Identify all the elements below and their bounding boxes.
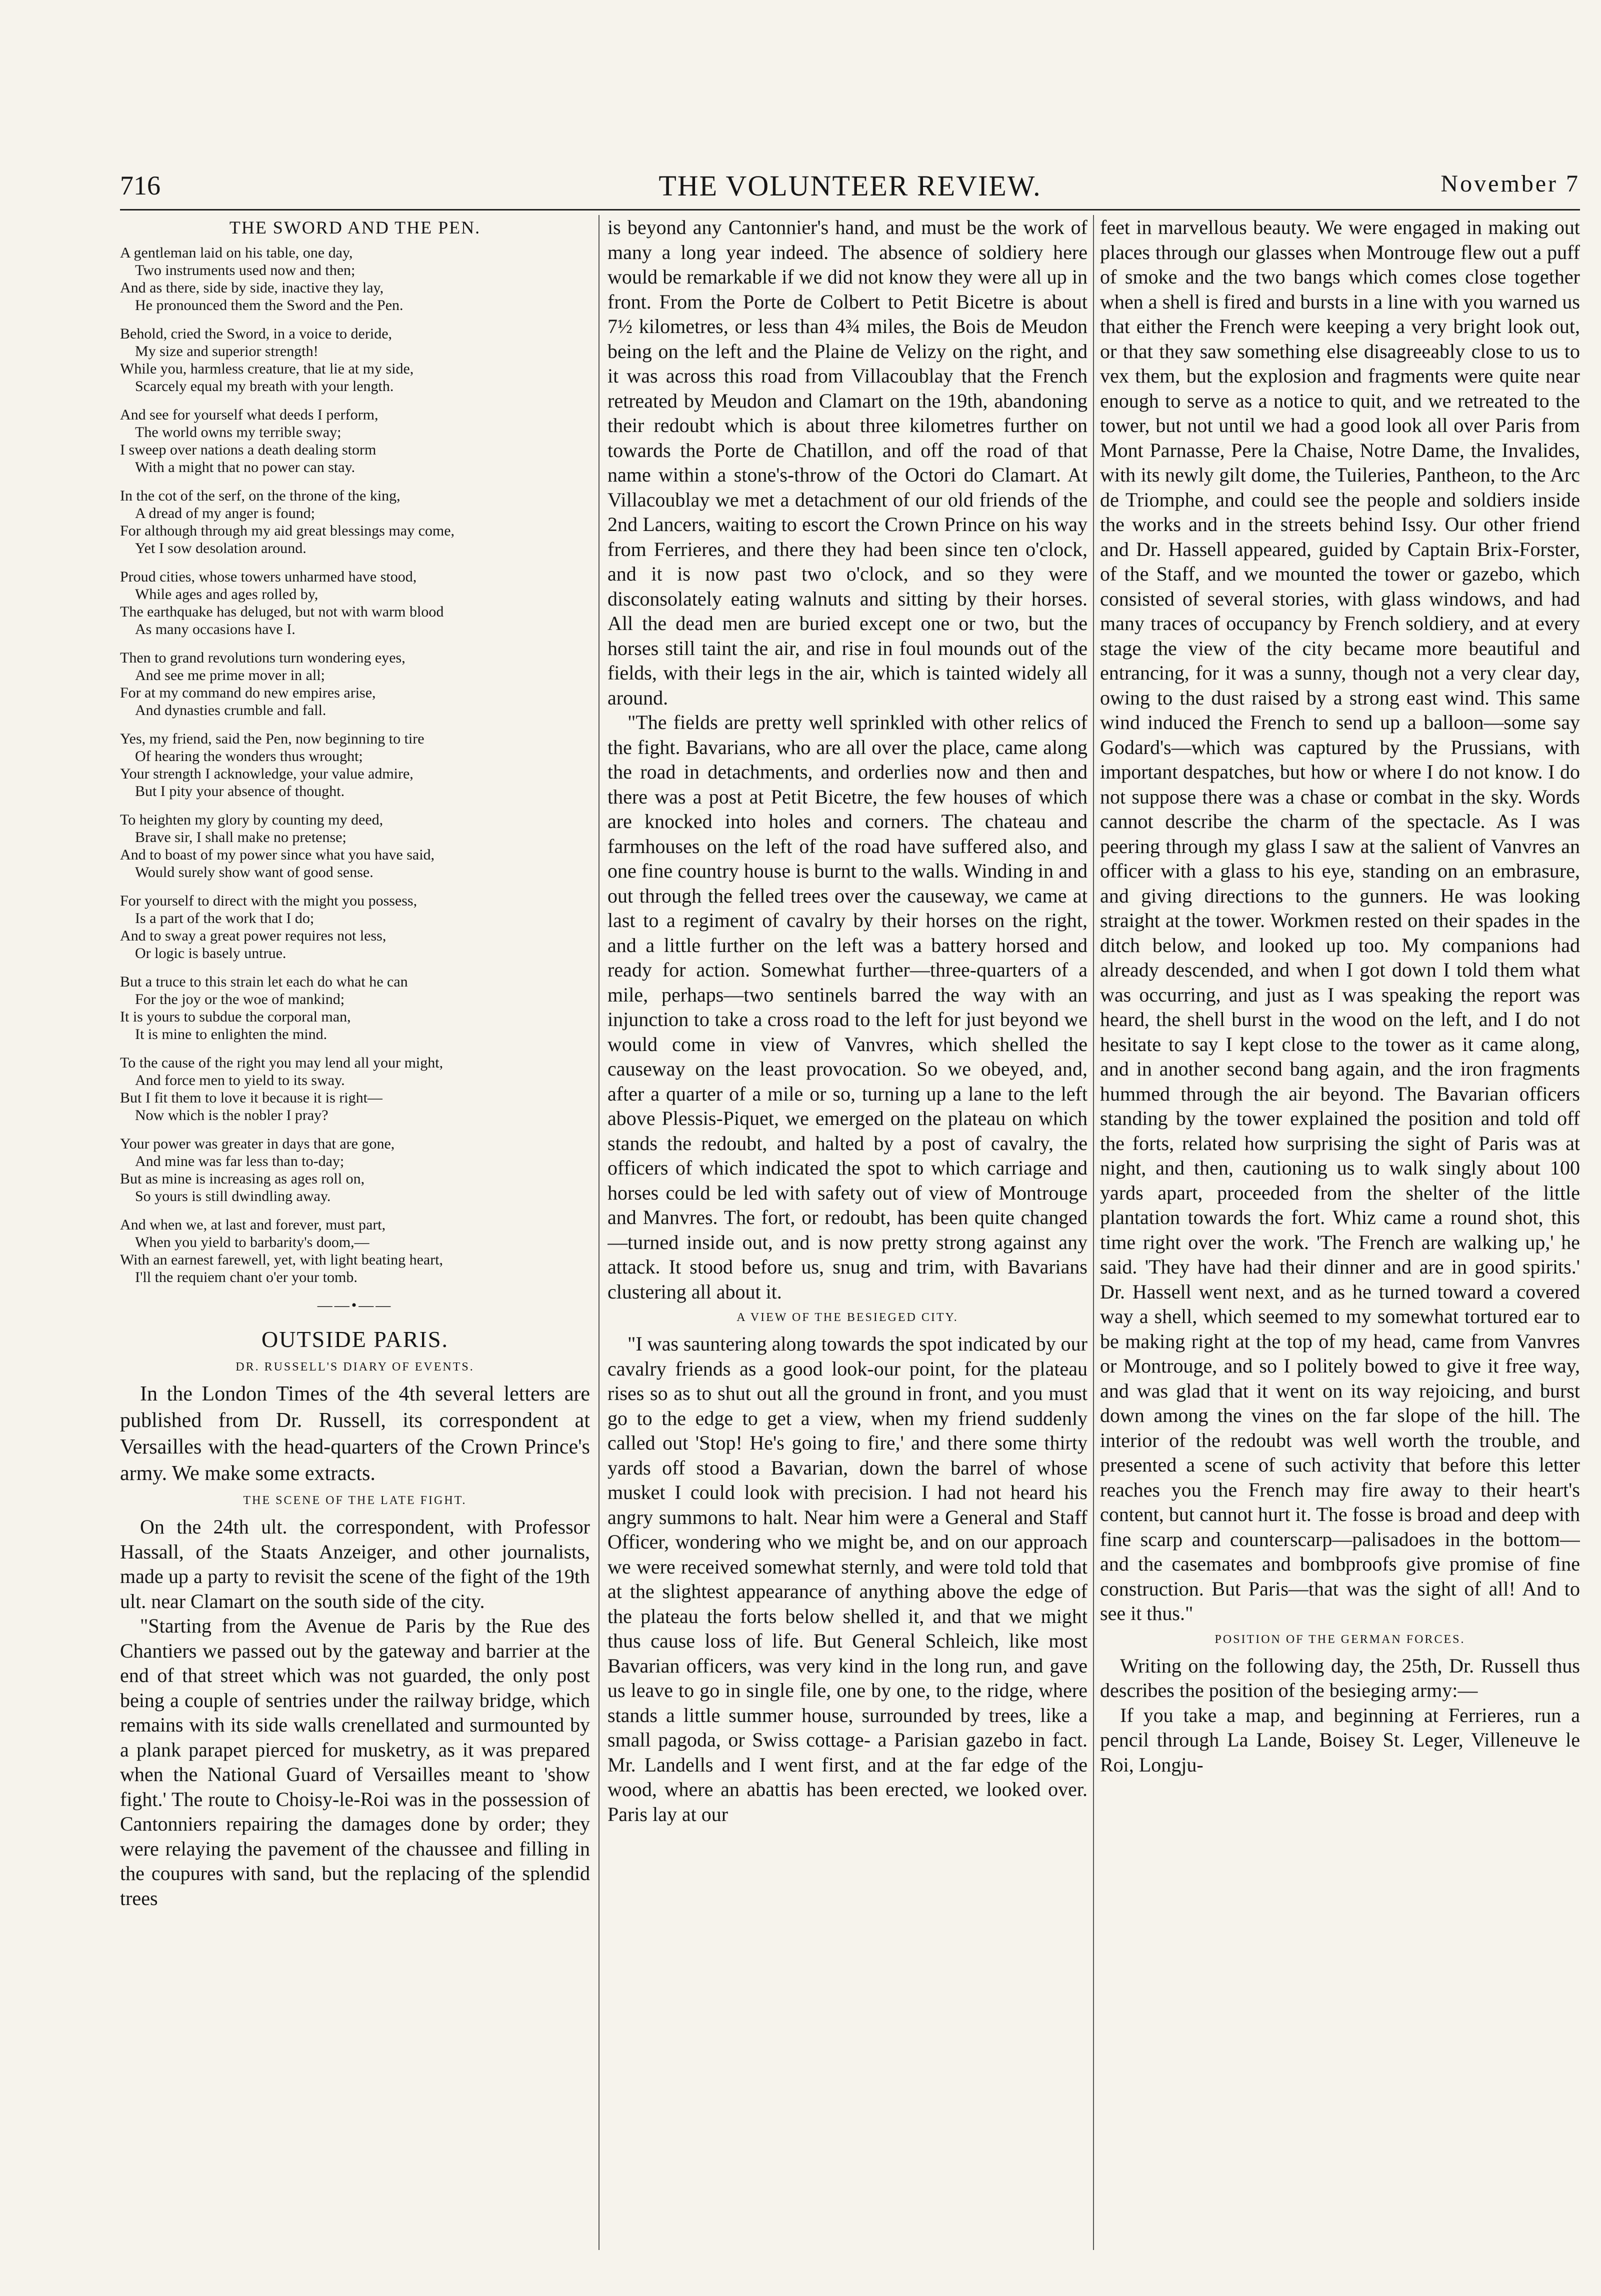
column-3 [1100,215,1580,2255]
poem-line: And dynasties crumble and fall. [135,702,326,718]
poem-line: Two instruments used now and then; [135,262,356,278]
poem-stanza [120,973,590,1043]
article-byline: DR. RUSSELL'S DIARY OF EVENTS. [236,1360,474,1374]
poem-stanza [120,244,590,314]
poem-line: To heighten my glory by counting my deed, [120,812,384,828]
poem-line: Your power was greater in days that are gone, [120,1136,395,1152]
poem-line: I sweep over nations a death dealing storm [120,442,376,458]
poem-line: As many occasions have I. [135,621,296,638]
poem-line: Your strength I acknowledge, your value admire, [120,766,414,782]
poem-stanza [120,811,590,881]
column-divider [1093,215,1094,2250]
poem-line: For although through my aid great blessings may come, [120,522,455,539]
poem-stanza [120,1054,590,1124]
poem-line: The earthquake has deluged, but not with warm blood [120,604,444,620]
header-rule [120,209,1580,210]
article-intro: In the London Times of the 4th several letters are published from Dr. Russell, its correspondent at Versailles with the head-quarters of the Crown Prince's army. We make some extracts. [120,1382,590,1485]
poem-line: While ages and ages rolled by, [135,586,318,602]
paragraph: Writing on the following day, the 25th, Dr. Russell thus describes the position of the besieging army:— [1100,1654,1580,1702]
paragraph: On the 24th ult. the correspondent, with Professor Hassall, of the Staats Anzeiger, and other journalists, made up a party to revisit the scene of the fight of the 19th ult. near Clamart on the south side of the city. [120,1516,590,1612]
poem-line: To the cause of the right you may lend all your might, [120,1054,444,1071]
poem-line: And as there, side by side, inactive they lay, [120,280,384,296]
poem-line: Scarcely equal my breath with your length. [135,378,394,394]
page-number: 716 [120,170,160,200]
poem-line: For yourself to direct with the might you possess, [120,892,418,909]
poem-line: Then to grand revolutions turn wondering eyes, [120,650,406,666]
poem-stanza [120,406,590,476]
poem-line: Yes, my friend, said the Pen, now beginning to tire [120,730,424,747]
column-divider [598,215,600,2250]
paragraph: "Starting from the Avenue de Paris by the Rue des Chantiers we passed out by the gateway and barrier at the end of that street which was not guarded, the only post being a couple of sentries under the railway bridge, which remains with its side walls crenellated and surmounted by a plank parapet pierced for musketry, as it was prepared when the National Guard of Versailles meant to 'show fight.' The route to Choisy-le-Roi was in the possession of Cantonniers repairing the damages done by order; they were relaying the pavement of the chaussee and filling in the coupures with sand, but the replacing of the splendid trees [120,1614,590,1910]
poem-line: And when we, at last and forever, must part, [120,1216,386,1233]
poem-line: With a might that no power can stay. [135,459,356,476]
poem-line: And to sway a great power requires not less, [120,928,386,944]
poem-line: But I fit them to love it because it is right— [120,1090,382,1106]
poem-line: And see me prime mover in all; [135,667,325,684]
poem-line: It is yours to subdue the corporal man, [120,1008,351,1025]
poem-line: With an earnest farewell, yet, with light beating heart, [120,1252,444,1268]
poem-line: A gentleman laid on his table, one day, [120,244,353,261]
poem-line: He pronounced them the Sword and the Pen. [135,297,404,314]
poem-line: And to boast of my power since what you have said, [120,846,435,863]
paragraph: "The fields are pretty well sprinkled with other relics of the fight. Bavarians, who are all over the place, came along the road in detachments, and orderlies now and then and there was a post at Petit Bicetre, the few houses of which are knocked into holes and corners. The chateau and farmhouses on the left of the road have suffered also, and one fine country house is burnt to the walls. Winding in and out through the felled trees over the causeway, we came at last to a regiment of cavalry by their horses on the right, and a little further on the left was a battery horsed and ready for action. Somewhat further—three-quarters of a mile, perhaps—two sentinels barred the way with an injunction to take a cross road to the left for just beyond we would come in view of Vanvres, which shelled the causeway on the least provocation. So we obeyed, and, after a quarter of a mile or so, turning up a lane to the left above Plessis-Piquet, we emerged on the plateau on which stands the redoubt, and halted by a post of cavalry, the officers of which indicated the spot to which carriage and horses could be led with safety out of view of Montrouge and Manvres. The fort, or redoubt, has been quite changed—turned inside out, and is now pretty strong against any attack. It stood before us, snug and trim, with Bavarians clustering all about it. [608,711,1088,1303]
poem-line: For at my command do new empires arise, [120,684,376,701]
poem-stanza [120,325,590,395]
poem-line: Now which is the nobler I pray? [135,1107,328,1124]
poem-line: It is mine to enlighten the mind. [135,1026,328,1042]
poem-stanza [120,568,590,638]
subheading: A VIEW OF THE BESIEGED CITY. [736,1311,958,1324]
article-title: OUTSIDE PARIS. [262,1326,448,1352]
poem-stanza [120,892,590,962]
poem-line: Or logic is basely untrue. [135,945,286,962]
poem-line: Would surely show want of good sense. [135,864,374,880]
poem-line: Proud cities, whose towers unharmed have stood, [120,568,417,585]
poem-line: Of hearing the wonders thus wrought; [135,748,363,764]
poem-line: While you, harmless creature, that lie at my side, [120,360,414,377]
poem-line: And mine was far less than to-day; [135,1153,344,1170]
poem-line: Behold, cried the Sword, in a voice to deride, [120,326,392,342]
ornament-divider: ——•—— [317,1297,393,1314]
poem-line: So yours is still dwindling away. [135,1188,331,1204]
poem-line: In the cot of the serf, on the throne of the king, [120,488,400,504]
column-2 [608,215,1088,2255]
poem-line: For the joy or the woe of mankind; [135,991,345,1008]
poem-line: A dread of my anger is found; [135,505,315,522]
poem-title: THE SWORD AND THE PEN. [229,218,481,238]
running-title: THE VOLUNTEER REVIEW. [658,170,1042,202]
poem-stanza [120,730,590,800]
paragraph-continued: feet in marvellous beauty. We were engaged in making out places through our glasses when Montrouge flew out a puff of smoke and the two bangs which comes close together when a shell is fired and bursts in a line with you warned us that either the French were keeping a very bright look out, or that they saw something else disagreeably close to us to vex them, but the explosion and fragments were quite near enough to serve as a notice to quit, and we retreated to the tower, but not until we had a good look all over Paris from Mont Parnasse, Pere la Chaise, Notre Dame, the Invalides, with its newly gilt dome, the Tuileries, Pantheon, to the Arc de Triomphe, and could see the people and soldiers inside the works and in the streets behind Issy. Our other friend and Dr. Hassell appeared, guided by Captain Brix-Forster, of the Staff, and we mounted the tower or gazebo, which consisted of several stories, with glass windows, and had many traces of occupancy by French soldiery, and at every stage the view of the city became more beautiful and entrancing, for it was a sunny, though not a very clear day, owing to the dust raised by a strong east wind. This same wind induced the French to send up a balloon—some say Godard's—which was captured by the Prussians, with important despatches, but how or where I do not know. I do not suppose there was a chase or combat in the sky. Words cannot describe the charm of the spectacle. As I was peering through my glass I saw at the salient of Vanvres an officer with a glass to his eye, standing on an embrasure, and giving directions to the gunners. He was looking straight at the tower. Workmen rested on their spades in the ditch below, and looked up too. My companions had already descended, and when I got down I told them what was occurring, and just as I was speaking the report was heard, the shell burst in the wood on the left, and I do not hesitate to say I kept close to the tower as it came along, and in another second bang again, and the iron fragments hummed through the air beyond. The Bavarian officers standing by the tower explained the position and told off the forts, related how surprising the sight of Paris was at night, and then, cautioning us to walk singly about 100 yards apart, proceeded from the shelter of the little plantation towards the fort. Whiz came a round shot, this time right over the work. 'The French are walking up,' he said. 'They have had their dinner and are in good spirits.' Dr. Hassell went next, and as he turned toward a covered way a shell, which seemed to my somewhat tortured ear to be making right at the top of my head, came from Vanvres or Montrouge, and so I politely bowed to give it free way, and was glad that it went on its way rejoicing, and burst down among the vines on the far slope of the hill. The interior of the redoubt was well worth the trouble, and presented a scene of such activity that before this letter reaches you the French may fire away to their heart's content, but cannot hurt it. The fosse is broad and deep with fine scarp and counterscarp—palisadoes in the bottom—and the casemates and bombproofs give promise of fine construction. But Paris—that was the sight of all! And to see it thus." [1100,216,1580,1624]
paragraph-continued: is beyond any Cantonnier's hand, and must be the work of many a long year indeed. The absence of soldiery here would be remarkable if we did not know they were all up in front. From the Porte de Colbert to Petit Bicetre is about 7½ kilometres, or less than 4¾ miles, the Bois de Meudon being on the left and the Plaine de Velizy on the right, and it was across this road from Villacoublay that the French retreated by Meudon and Clamart on the 19th, abandoning their redoubt which is about three kilometres further on towards the Porte de Chatillon, and off the road of that name within a stone's-throw of the Octori do Clamart. At Villacoublay we met a detachment of our old friends of the 2nd Lancers, waiting to escort the Crown Prince on his way from Ferrieres, and there they had been since ten o'clock, and it is now past two o'clock, and so they were disconsolately eating walnuts and sitting by their horses. All the dead men are buried except one or two, but the horses still taint the air, and rise in foul mounds out of the fields, with their legs in the air, which is tainted widely all around. [608,216,1088,709]
poem-stanza [120,1216,590,1286]
poem-stanza [120,487,590,557]
paragraph: "I was sauntering along towards the spot indicated by our cavalry friends as a good look-our point, for the plateau rises so as to shut out all the ground in front, and you must go to the edge to get a view, when my friend suddenly called out 'Stop! He's going to fire,' and there some thirty yards off stood a Bavarian, down the barrel of whose musket I could look with precision. I had not heard his angry summons to halt. Near him were a General and Staff Officer, wondering who we might be, and on our approach we were received somewhat sternly, and were told told that at the slightest appearance of anything above the edge of the plateau the forts below shelled it, and that we might thus cause loss of life. But General Schleich, like most Bavarian officers, was very kind in the long run, and gave us leave to go in single file, one by one, to the ridge, where stands a little summer house, surrounded by trees, like a small pagoda, or Swiss cottage- a Parisian gazebo in fact. Mr. Landells and I went first, and at the far edge of the wood, where an abattis has been erected, we looked over. Paris lay at our [608,1332,1088,1826]
poem-line: And see for yourself what deeds I perform, [120,406,378,423]
subheading: THE SCENE OF THE LATE FIGHT. [243,1494,467,1507]
column-1 [120,215,590,2255]
poem-line: My size and superior strength! [135,343,318,360]
poem-line: Yet I sow desolation around. [135,540,306,556]
poem-line: But as mine is increasing as ages roll on, [120,1170,365,1187]
poem-stanza [120,649,590,719]
poem-line: I'll the requiem chant o'er your tomb. [135,1269,358,1286]
issue-date: November 7 [1440,170,1580,197]
poem-line: Brave sir, I shall make no pretense; [135,829,346,846]
poem-line: But a truce to this strain let each do what he can [120,974,408,990]
subheading: POSITION OF THE GERMAN FORCES. [1214,1632,1466,1646]
poem-line: The world owns my terrible sway; [135,424,342,440]
paragraph: If you take a map, and beginning at Ferrieres, run a pencil through La Lande, Boisey St. Leger, Villeneuve le Roi, Longju- [1100,1704,1580,1776]
poem-stanza [120,1135,590,1205]
poem-line: When you yield to barbarity's doom,— [135,1234,370,1250]
poem-line: And force men to yield to its sway. [135,1072,345,1088]
poem [120,244,590,1286]
poem-line: Is a part of the work that I do; [135,910,314,926]
page-header [120,165,1580,210]
poem-line: But I pity your absence of thought. [135,783,345,800]
